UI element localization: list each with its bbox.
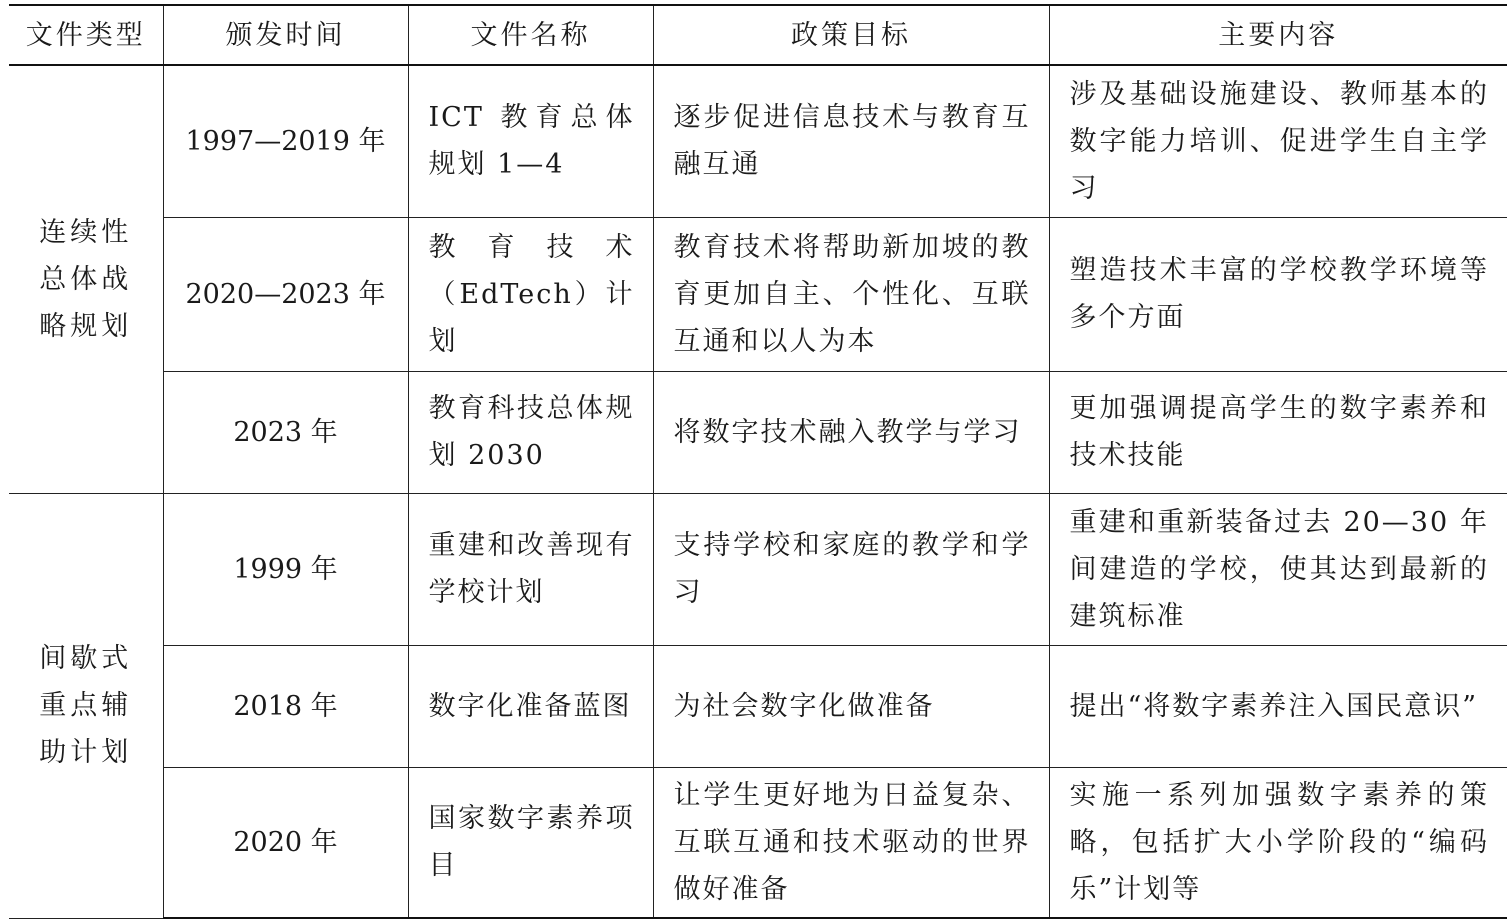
policy-goal-cell: 为社会数字化做准备 [653,645,1049,767]
year-cell: 1999 年 [163,493,408,645]
file-name-cell: 教育科技总体规划 2030 [408,371,653,493]
main-content-cell: 提出“将数字素养注入国民意识” [1049,645,1507,767]
policy-goal-cell: 支持学校和家庭的教学和学习 [653,493,1049,645]
table-row [9,493,1507,645]
header-type: 文件类型 [9,5,163,65]
year-cell: 2020 年 [163,767,408,918]
file-name-cell: 教育技术（EdTech）计划 [408,217,653,371]
main-content-cell: 更加强调提高学生的数字素养和技术技能 [1049,371,1507,493]
file-type-cell: 间歇式重点辅助计划 [9,493,163,918]
table-row [9,767,1507,918]
year-cell: 1997—2019 年 [163,65,408,217]
file-name-cell: ICT 教育总体规划 1—4 [408,65,653,217]
year-cell: 2020—2023 年 [163,217,408,371]
table-row [9,65,1507,217]
table-row [9,371,1507,493]
table-row [9,645,1507,767]
header-name: 文件名称 [408,5,653,65]
table-body [9,65,1507,918]
policy-goal-cell: 逐步促进信息技术与教育互融互通 [653,65,1049,217]
file-name-cell: 数字化准备蓝图 [408,645,653,767]
policy-goal-cell: 教育技术将帮助新加坡的教育更加自主、个性化、互联互通和以人为本 [653,217,1049,371]
table-header [9,5,1507,65]
header-year: 颁发时间 [163,5,408,65]
year-cell: 2018 年 [163,645,408,767]
policy-goal-cell: 将数字技术融入教学与学习 [653,371,1049,493]
file-name-cell: 重建和改善现有学校计划 [408,493,653,645]
header-goal: 政策目标 [653,5,1049,65]
policy-table [9,4,1507,919]
main-content-cell: 塑造技术丰富的学校教学环境等多个方面 [1049,217,1507,371]
main-content-cell: 涉及基础设施建设、教师基本的数字能力培训、促进学生自主学习 [1049,65,1507,217]
table-row [9,217,1507,371]
main-content-cell: 重建和重新装备过去 20—30 年间建造的学校，使其达到最新的建筑标准 [1049,493,1507,645]
policy-goal-cell: 让学生更好地为日益复杂、互联互通和技术驱动的世界做好准备 [653,767,1049,918]
main-content-cell: 实施一系列加强数字素养的策略，包括扩大小学阶段的“编码乐”计划等 [1049,767,1507,918]
file-type-cell: 连续性总体战略规划 [9,65,163,493]
file-name-cell: 国家数字素养项目 [408,767,653,918]
header-content: 主要内容 [1049,5,1507,65]
year-cell: 2023 年 [163,371,408,493]
